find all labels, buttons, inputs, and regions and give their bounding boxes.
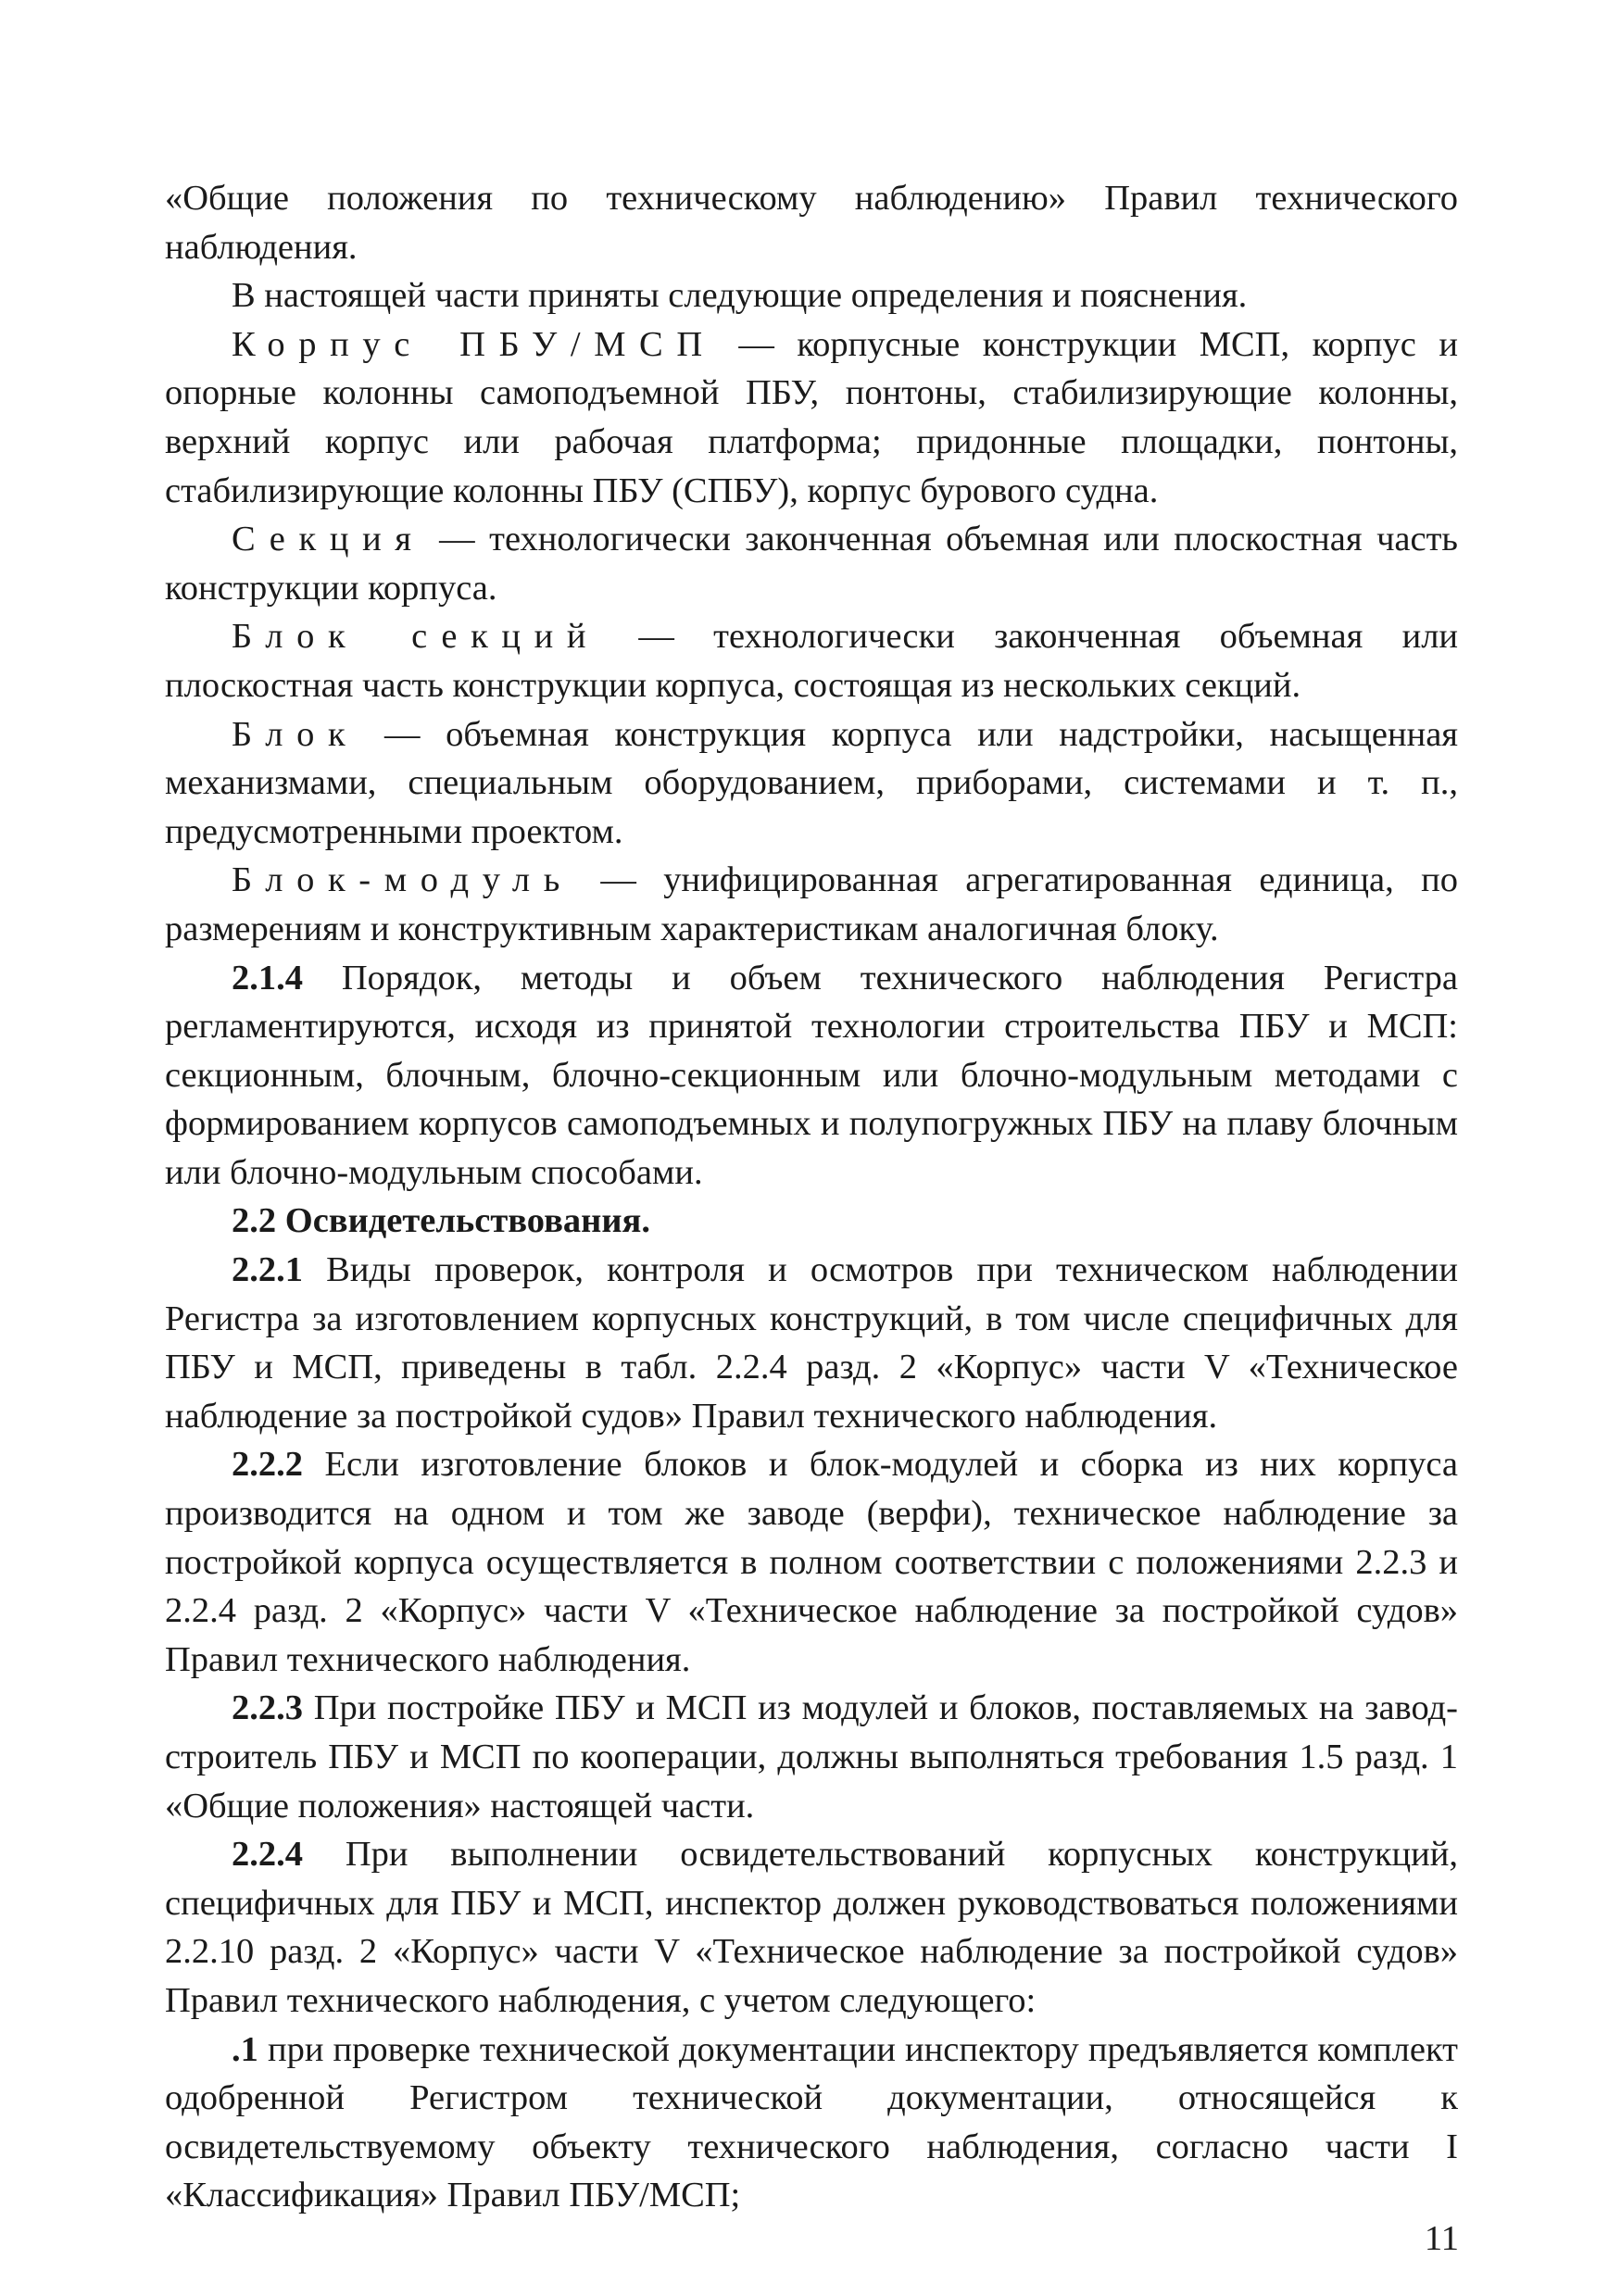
clause-text: При выполнении освидетельствований корпусных конструкций, специфичных для ПБУ и МСП, инспектор должен руководствоваться положениями 2.2.10 разд. 2 «Корпус» части V «Техническое наблюдение за постройкой судов» Правил технического наблюдения, с учетом следующего:	[165, 1835, 1458, 2020]
definition-paragraph	[165, 856, 1458, 953]
clause-number: 2.2.1	[232, 1250, 303, 1290]
definition-text: — объемная конструкция корпуса или надстройки, насыщенная механизмами, специальным оборудованием, приборами, системами и т. п., предусмотренными проектом.	[165, 714, 1458, 851]
clause-text: Если изготовление блоков и блок-модулей и сборка из них корпуса производится на одном и том же заводе (верфи), техническое наблюдение за постройкой корпуса осуществляется в полном соответствии с положениями 2.2.3 и 2.2.4 разд. 2 «Корпус» части V «Техническое наблюдение за постройкой судов» Правил технического наблюдения.	[165, 1445, 1458, 1679]
list-item-number: .1	[232, 2029, 258, 2069]
page-number: 11	[1424, 2219, 1459, 2258]
numbered-paragraph	[165, 1246, 1458, 1440]
defined-term: Секция	[232, 520, 425, 559]
section-heading-text: 2.2 Освидетельствования.	[232, 1201, 650, 1241]
numbered-paragraph	[165, 954, 1458, 1198]
definition-text: — унифицированная агрегатированная единица, по размерениям и конструктивным характеристикам аналогичная блоку.	[165, 860, 1458, 948]
defined-term: Корпус ПБУ/МСП	[232, 324, 716, 364]
defined-term: Блок-модуль	[232, 860, 573, 900]
definition-text: — технологически законченная объемная или плоскостная часть конструкции корпуса, состоящая из нескольких секций.	[165, 617, 1459, 705]
clause-text: Порядок, методы и объем технического наблюдения Регистра регламентируются, исходя из принятой технологии строительства ПБУ и МСП: секционным, блочным, блочно-секционным или блочно-модульным методами с формированием корпусов самоподъемных и полупогружных ПБУ на плаву блочным или блочно-модульным способами.	[165, 958, 1458, 1192]
paragraph: «Общие положения по техническому наблюдению» Правил технического наблюдения.	[165, 179, 1458, 267]
definition-paragraph	[165, 515, 1458, 612]
definition-paragraph	[165, 612, 1458, 709]
body-text	[165, 174, 1458, 2220]
definition-paragraph	[165, 710, 1458, 857]
paragraph: В настоящей части приняты следующие определения и пояснения.	[232, 276, 1248, 316]
clause-number: 2.2.3	[232, 1688, 303, 1728]
numbered-paragraph	[165, 1684, 1458, 1830]
clause-text: Виды проверок, контроля и осмотров при техническом наблюдении Регистра за изготовлением корпусных конструкций, в том числе специфичных для ПБУ и МСП, приведены в табл. 2.2.4 разд. 2 «Корпус» части V «Техническое наблюдение за постройкой судов» Правил технического наблюдения.	[165, 1250, 1458, 1436]
numbered-paragraph	[165, 1830, 1458, 2025]
defined-term: Блок секций	[232, 617, 600, 657]
definition-text: — корпусные конструкции МСП, корпус и опорные колонны самоподъемной ПБУ, понтоны, стабилизирующие колонны, верхний корпус или рабочая платформа; придонные площадки, понтоны, стабилизирующие колонны ПБУ (СПБУ), корпус бурового судна.	[165, 324, 1458, 510]
section-heading	[165, 1197, 1458, 1246]
clause-number: 2.1.4	[232, 958, 303, 997]
definition-text: — технологически законченная объемная или плоскостная часть конструкции корпуса.	[165, 520, 1458, 608]
definition-paragraph	[165, 320, 1458, 515]
clause-number: 2.2.4	[232, 1835, 303, 1875]
defined-term: Блок	[232, 714, 359, 754]
clause-number: 2.2.2	[232, 1445, 303, 1485]
clause-text: При постройке ПБУ и МСП из модулей и блоков, поставляемых на завод-строитель ПБУ и МСП по кооперации, должны выполняться требования 1.5 разд. 1 «Общие положения» настоящей части.	[165, 1688, 1458, 1826]
list-item-text: при проверке технической документации инспектору предъявляется комплект одобренной Регистром технической документации, относящейся к освидетельствуемому объекту технического наблюдения, согласно части I «Классификация» Правил ПБУ/МСП;	[165, 2029, 1458, 2215]
numbered-paragraph	[165, 1440, 1458, 1684]
list-item	[165, 2026, 1458, 2220]
